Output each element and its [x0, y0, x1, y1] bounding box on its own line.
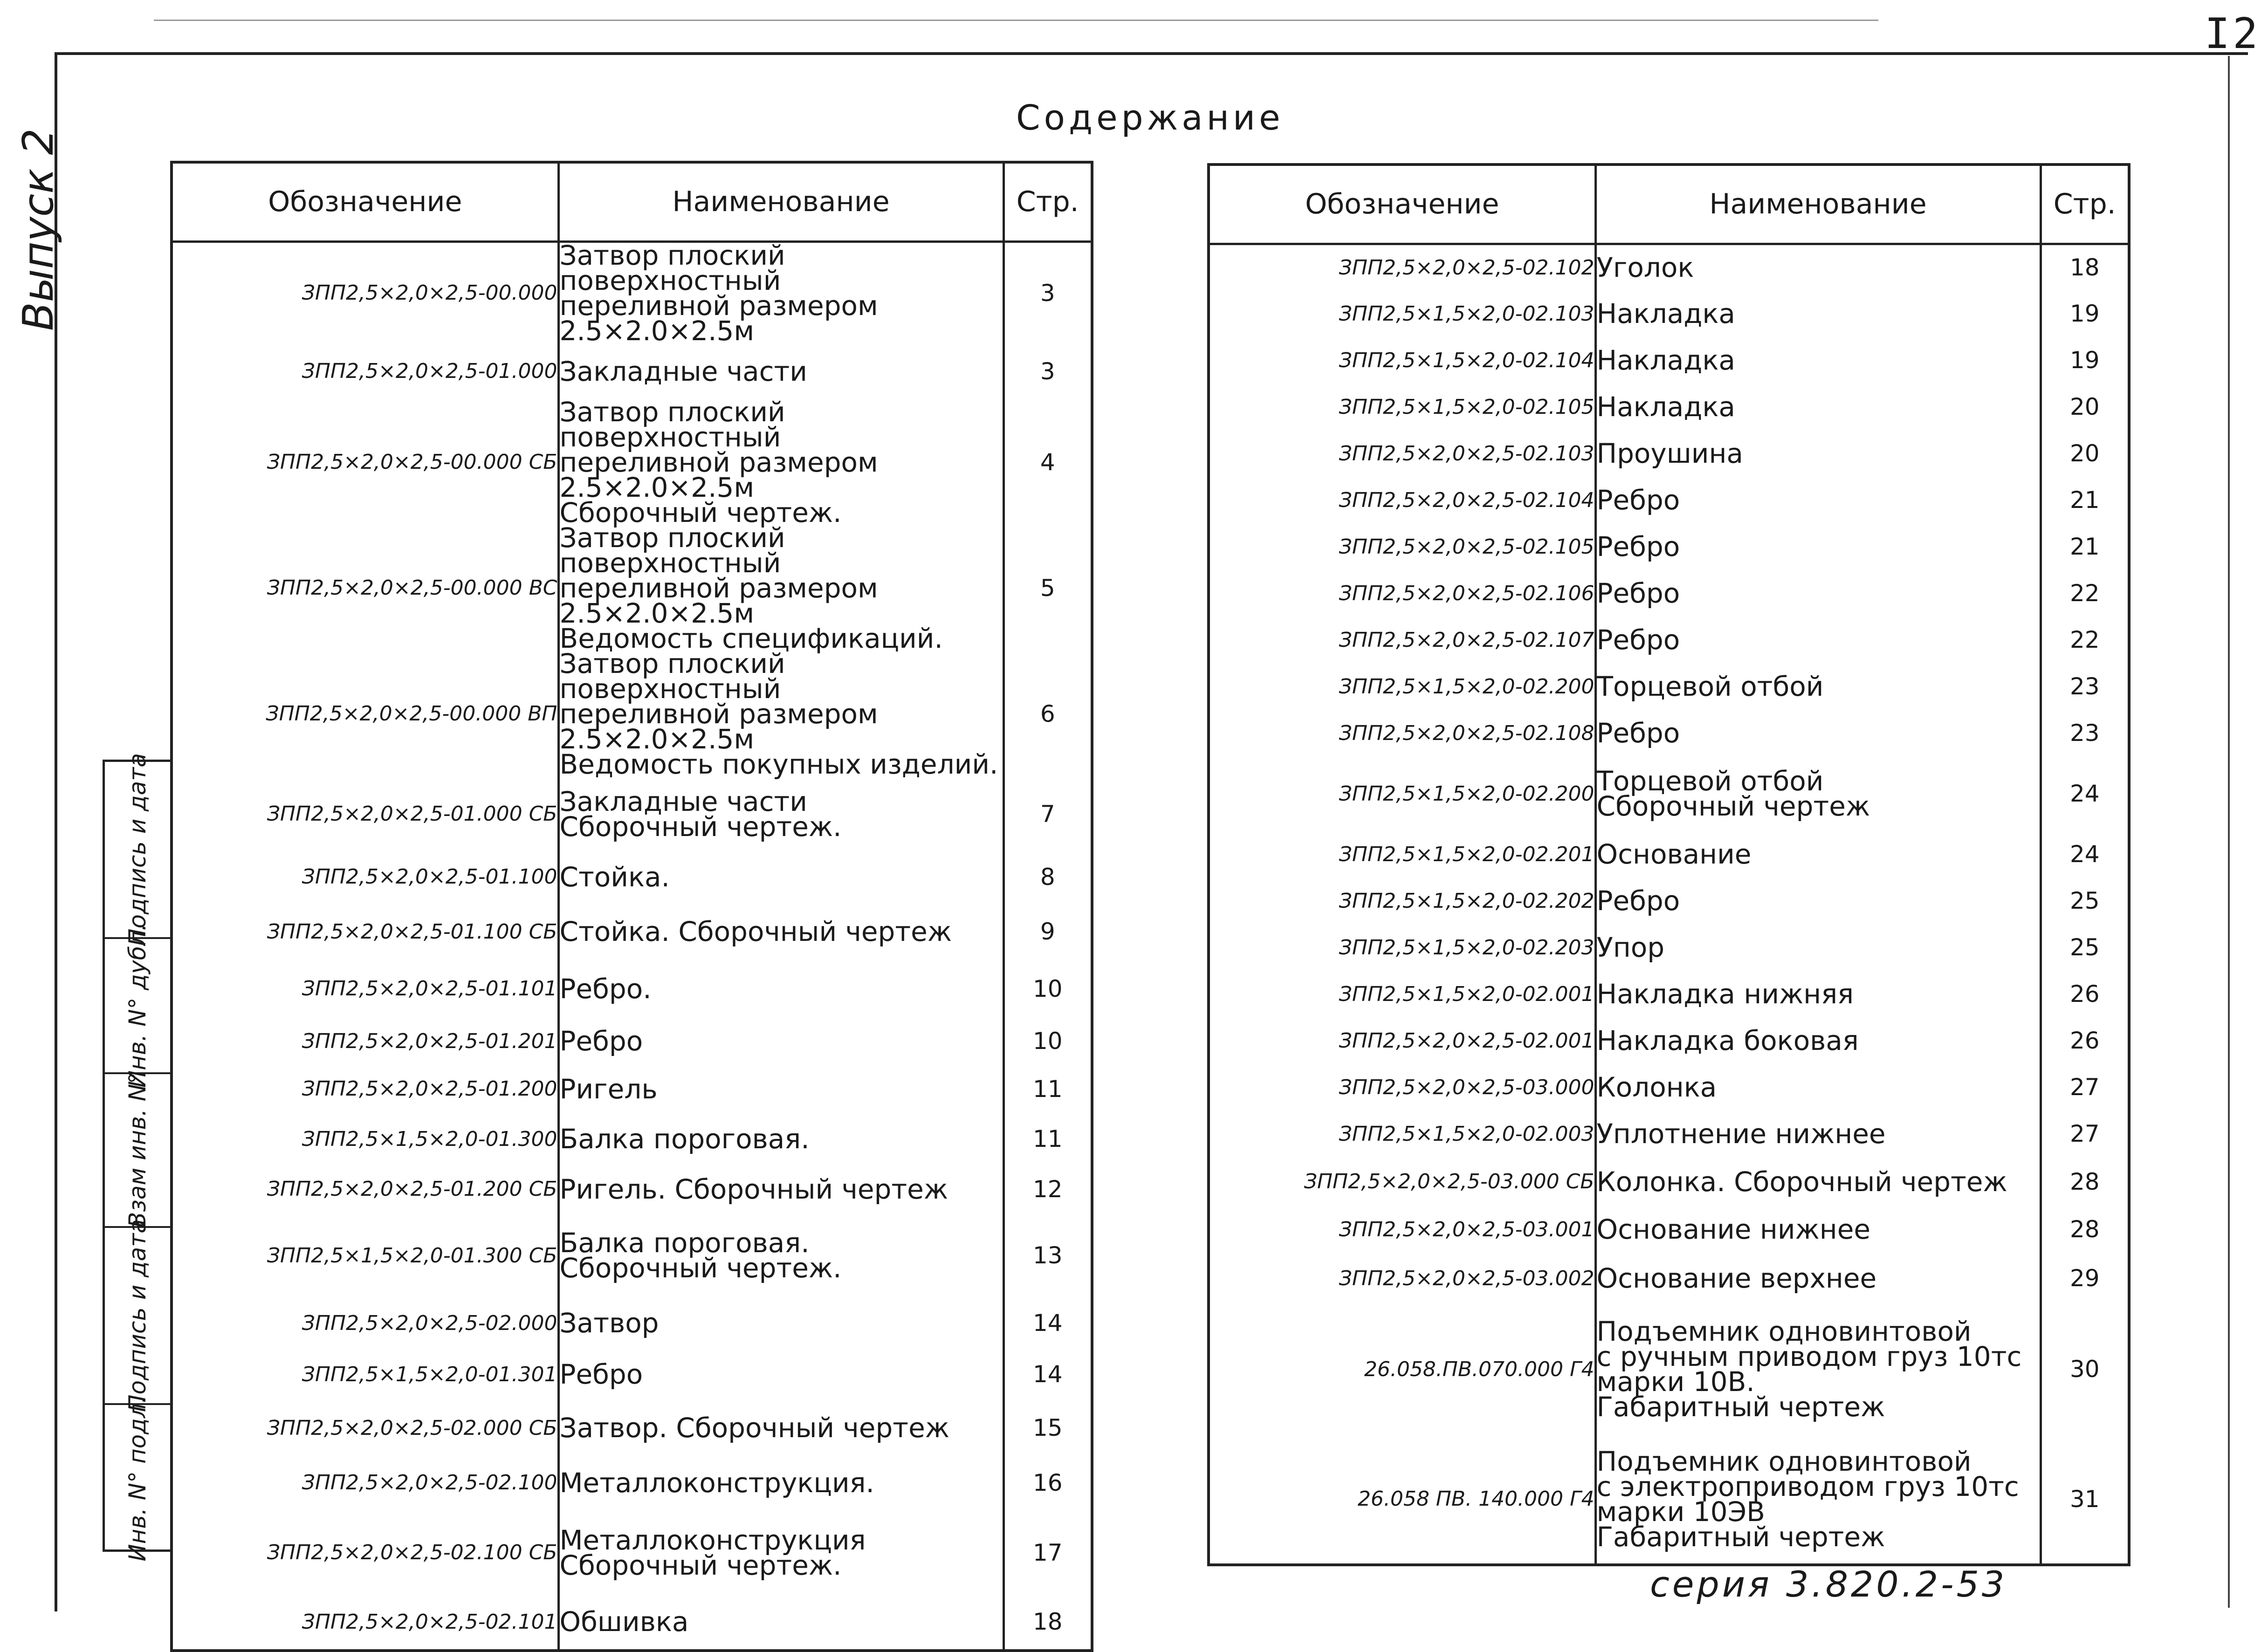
name-cell: Закладные части: [558, 343, 1003, 399]
name-cell: Накладка: [1595, 384, 2041, 430]
page-cell: 12: [1003, 1166, 1092, 1213]
table-row: [1209, 617, 2129, 663]
designation-cell: ЗПП2,5×1,5×2,0-02.203: [1209, 924, 1595, 971]
designation-cell: 26.058.ПВ.070.000 Г4: [1209, 1304, 1595, 1434]
name-cell: Накладка нижняя: [1595, 971, 2041, 1017]
stamp-cell: [105, 1074, 170, 1228]
designation-cell: ЗПП2,5×2,0×2,5-03.000 СБ: [1209, 1157, 1595, 1206]
page-cell: 28: [2041, 1157, 2129, 1206]
name-cell: Стойка.: [558, 851, 1003, 903]
designation-cell: ЗПП2,5×2,0×2,5-01.200: [172, 1066, 558, 1112]
header-designation: Обозначение: [172, 162, 558, 241]
designation-cell: ЗПП2,5×2,0×2,5-00.000 ВС: [172, 525, 558, 651]
page-cell: 25: [2041, 924, 2129, 971]
table-row: [1209, 877, 2129, 924]
header-name: Наименование: [558, 162, 1003, 241]
table-row: [172, 399, 1092, 525]
contents-body-right: [1209, 244, 2129, 1565]
table-row: [172, 1348, 1092, 1401]
page-cell: 18: [2041, 244, 2129, 290]
page-cell: 11: [1003, 1112, 1092, 1166]
table-row: [172, 343, 1092, 399]
name-cell: Торцевой отбой Сборочный чертеж: [1595, 756, 2041, 831]
table-row: [172, 525, 1092, 651]
name-cell: Ребро: [558, 1017, 1003, 1066]
name-cell: Уплотнение нижнее: [1595, 1110, 2041, 1157]
page-cell: 24: [2041, 831, 2129, 877]
designation-cell: ЗПП2,5×2,0×2,5-03.000: [1209, 1064, 1595, 1110]
page-cell: 27: [2041, 1110, 2129, 1157]
page-cell: 7: [1003, 777, 1092, 851]
name-cell: Ребро: [1595, 617, 2041, 663]
name-cell: Основание верхнее: [1595, 1253, 2041, 1304]
volume-label: Выпуск 2: [14, 128, 63, 331]
page-cell: 13: [1003, 1213, 1092, 1299]
designation-cell: ЗПП2,5×2,0×2,5-02.106: [1209, 570, 1595, 617]
designation-cell: ЗПП2,5×1,5×2,0-02.104: [1209, 337, 1595, 384]
table-row: [172, 651, 1092, 777]
designation-cell: ЗПП2,5×1,5×2,0-02.105: [1209, 384, 1595, 430]
table-row: [1209, 756, 2129, 831]
table-row: [1209, 523, 2129, 570]
page-cell: 28: [2041, 1206, 2129, 1253]
designation-cell: ЗПП2,5×2,0×2,5-02.000: [172, 1299, 558, 1348]
name-cell: Ребро.: [558, 961, 1003, 1017]
contents-table-right: [1207, 163, 2130, 1566]
page-cell: 14: [1003, 1299, 1092, 1348]
page-cell: 31: [2041, 1434, 2129, 1565]
page-cell: 14: [1003, 1348, 1092, 1401]
designation-cell: ЗПП2,5×2,0×2,5-02.104: [1209, 477, 1595, 523]
designation-cell: ЗПП2,5×2,0×2,5-01.100: [172, 851, 558, 903]
table-row: [1209, 1206, 2129, 1253]
designation-cell: ЗПП2,5×2,0×2,5-02.107: [1209, 617, 1595, 663]
stamp-label: Подпись и дата: [124, 1219, 151, 1412]
table-row: [1209, 477, 2129, 523]
name-cell: Проушина: [1595, 430, 2041, 477]
name-cell: Колонка. Сборочный чертеж: [1595, 1157, 2041, 1206]
designation-cell: ЗПП2,5×2,0×2,5-00.000: [172, 241, 558, 343]
designation-cell: ЗПП2,5×1,5×2,0-02.201: [1209, 831, 1595, 877]
page-cell: 30: [2041, 1304, 2129, 1434]
table-row: [1209, 710, 2129, 756]
name-cell: Основание нижнее: [1595, 1206, 2041, 1253]
page-cell: 5: [1003, 525, 1092, 651]
table-row: [1209, 663, 2129, 710]
designation-cell: ЗПП2,5×2,0×2,5-01.200 СБ: [172, 1166, 558, 1213]
name-cell: Затвор плоский поверхностный переливной размером 2.5×2.0×2.5м Сборочный чертеж.: [558, 399, 1003, 525]
table-row: [1209, 1110, 2129, 1157]
page-cell: 10: [1003, 961, 1092, 1017]
designation-cell: ЗПП2,5×2,0×2,5-03.001: [1209, 1206, 1595, 1253]
name-cell: Затвор плоский поверхностный переливной размером 2.5×2.0×2.5м Ведомость спецификаций.: [558, 525, 1003, 651]
name-cell: Колонка: [1595, 1064, 2041, 1110]
table-row: [1209, 244, 2129, 290]
page-cell: 24: [2041, 756, 2129, 831]
header-name: Наименование: [1595, 165, 2041, 244]
name-cell: Основание: [1595, 831, 2041, 877]
name-cell: Упор: [1595, 924, 2041, 971]
page-cell: 16: [1003, 1455, 1092, 1511]
page-cell: 10: [1003, 1017, 1092, 1066]
page-cell: 26: [2041, 971, 2129, 1017]
name-cell: Балка пороговая. Сборочный чертеж.: [558, 1213, 1003, 1299]
page-cell: 9: [1003, 903, 1092, 961]
name-cell: Металлоконструкция.: [558, 1455, 1003, 1511]
page-cell: 20: [2041, 384, 2129, 430]
designation-cell: ЗПП2,5×2,0×2,5-01.100 СБ: [172, 903, 558, 961]
page-cell: 21: [2041, 523, 2129, 570]
name-cell: Ребро: [1595, 523, 2041, 570]
name-cell: Ребро: [1595, 877, 2041, 924]
page-cell: 15: [1003, 1401, 1092, 1455]
table-row: [172, 1166, 1092, 1213]
name-cell: Закладные части Сборочный чертеж.: [558, 777, 1003, 851]
name-cell: Ригель. Сборочный чертеж: [558, 1166, 1003, 1213]
name-cell: Ребро: [1595, 570, 2041, 617]
stamp-cell: [105, 1219, 170, 1412]
page-title: Содержание: [1016, 98, 1284, 138]
name-cell: Накладка: [1595, 290, 2041, 337]
table-row: [1209, 971, 2129, 1017]
designation-cell: ЗПП2,5×2,0×2,5-02.101: [172, 1595, 558, 1651]
designation-cell: ЗПП2,5×1,5×2,0-01.301: [172, 1348, 558, 1401]
table-row: [1209, 1304, 2129, 1434]
page-cell: 19: [2041, 337, 2129, 384]
header-page: Стр.: [1003, 162, 1092, 241]
page-cell: 4: [1003, 399, 1092, 525]
designation-cell: ЗПП2,5×2,0×2,5-02.001: [1209, 1017, 1595, 1064]
page-cell: 29: [2041, 1253, 2129, 1304]
designation-cell: ЗПП2,5×1,5×2,0-02.103: [1209, 290, 1595, 337]
corner-mark: I2: [2205, 9, 2261, 58]
name-cell: Подъемник одновинтовой с электроприводом груз 10тс марки 10ЭВ Габаритный чертеж: [1595, 1434, 2041, 1565]
designation-cell: 26.058 ПВ. 140.000 Г4: [1209, 1434, 1595, 1565]
designation-cell: ЗПП2,5×2,0×2,5-02.105: [1209, 523, 1595, 570]
page-cell: 11: [1003, 1066, 1092, 1112]
page-cell: 18: [1003, 1595, 1092, 1651]
contents-body-left: [172, 241, 1092, 1651]
name-cell: Ригель: [558, 1066, 1003, 1112]
name-cell: Обшивка: [558, 1595, 1003, 1651]
designation-cell: ЗПП2,5×1,5×2,0-01.300 СБ: [172, 1213, 558, 1299]
name-cell: Накладка боковая: [1595, 1017, 2041, 1064]
table-row: [172, 1017, 1092, 1066]
designation-cell: ЗПП2,5×2,0×2,5-02.108: [1209, 710, 1595, 756]
table-row: [1209, 1064, 2129, 1110]
name-cell: Затвор плоский поверхностный переливной размером 2.5×2.0×2.5м Ведомость покупных изделий.: [558, 651, 1003, 777]
table-row: [172, 1455, 1092, 1511]
page-cell: 19: [2041, 290, 2129, 337]
table-row: [172, 1401, 1092, 1455]
table-row: [1209, 924, 2129, 971]
table-row: [1209, 384, 2129, 430]
designation-cell: ЗПП2,5×2,0×2,5-02.103: [1209, 430, 1595, 477]
name-cell: Подъемник одновинтовой с ручным приводом груз 10тс марки 10В. Габаритный чертеж: [1595, 1304, 2041, 1434]
table-row: [172, 1112, 1092, 1166]
table-row: [1209, 1253, 2129, 1304]
name-cell: Уголок: [1595, 244, 2041, 290]
table-row: [172, 903, 1092, 961]
table-row: [1209, 430, 2129, 477]
stamp-cell: [105, 923, 170, 1088]
stamp-label: Инв. N° дубл.: [124, 923, 151, 1088]
table-row: [1209, 337, 2129, 384]
page-cell: 22: [2041, 570, 2129, 617]
page-cell: 25: [2041, 877, 2129, 924]
table-row: [172, 1299, 1092, 1348]
name-cell: Затвор. Сборочный чертеж: [558, 1401, 1003, 1455]
designation-cell: ЗПП2,5×2,0×2,5-00.000 СБ: [172, 399, 558, 525]
header-designation: Обозначение: [1209, 165, 1595, 244]
page-cell: 3: [1003, 343, 1092, 399]
name-cell: Ребро: [1595, 477, 2041, 523]
designation-cell: ЗПП2,5×2,0×2,5-01.101: [172, 961, 558, 1017]
designation-cell: ЗПП2,5×2,0×2,5-02.100 СБ: [172, 1511, 558, 1595]
page-cell: 26: [2041, 1017, 2129, 1064]
stamp-cell: [105, 1395, 170, 1562]
table-row: [172, 851, 1092, 903]
table-row: [172, 961, 1092, 1017]
header-page: Стр.: [2041, 165, 2129, 244]
table-row: [1209, 831, 2129, 877]
designation-cell: ЗПП2,5×2,0×2,5-02.000 СБ: [172, 1401, 558, 1455]
table-row: [172, 241, 1092, 343]
designation-cell: ЗПП2,5×2,0×2,5-03.002: [1209, 1253, 1595, 1304]
designation-cell: ЗПП2,5×1,5×2,0-02.200: [1209, 756, 1595, 831]
designation-cell: ЗПП2,5×2,0×2,5-00.000 ВП: [172, 651, 558, 777]
name-cell: Ребро: [1595, 710, 2041, 756]
table-row: [1209, 1434, 2129, 1565]
series-number: серия 3.820.2-53: [1650, 1563, 2007, 1605]
designation-cell: ЗПП2,5×1,5×2,0-01.300: [172, 1112, 558, 1166]
page-cell: 23: [2041, 663, 2129, 710]
designation-cell: ЗПП2,5×2,0×2,5-02.100: [172, 1455, 558, 1511]
contents-table-left: [170, 161, 1093, 1652]
name-cell: Торцевой отбой: [1595, 663, 2041, 710]
page-cell: 21: [2041, 477, 2129, 523]
top-border-line: [154, 20, 1878, 21]
page-cell: 17: [1003, 1511, 1092, 1595]
table-row: [1209, 290, 2129, 337]
stamp-label: Взам инв. N°: [124, 1072, 151, 1228]
table-row: [172, 777, 1092, 851]
stamp-label: Инв. N° подл.: [124, 1395, 151, 1562]
name-cell: Стойка. Сборочный чертеж: [558, 903, 1003, 961]
designation-cell: ЗПП2,5×2,0×2,5-02.102: [1209, 244, 1595, 290]
side-stamp: [103, 753, 170, 1562]
table-row: [172, 1213, 1092, 1299]
name-cell: Ребро: [558, 1348, 1003, 1401]
table-row: [1209, 1017, 2129, 1064]
table-row: [172, 1511, 1092, 1595]
stamp-label: Подпись и дата: [124, 753, 151, 946]
name-cell: Затвор: [558, 1299, 1003, 1348]
table-row: [1209, 1157, 2129, 1206]
page-cell: 23: [2041, 710, 2129, 756]
table-row: [1209, 570, 2129, 617]
stamp-cell: [105, 753, 170, 946]
page-cell: 22: [2041, 617, 2129, 663]
designation-cell: ЗПП2,5×2,0×2,5-01.201: [172, 1017, 558, 1066]
name-cell: Затвор плоский поверхностный переливной размером 2.5×2.0×2.5м: [558, 241, 1003, 343]
designation-cell: ЗПП2,5×2,0×2,5-01.000 СБ: [172, 777, 558, 851]
designation-cell: ЗПП2,5×1,5×2,0-02.200: [1209, 663, 1595, 710]
page-cell: 3: [1003, 241, 1092, 343]
name-cell: Металлоконструкция Сборочный чертеж.: [558, 1511, 1003, 1595]
table-row: [172, 1066, 1092, 1112]
designation-cell: ЗПП2,5×1,5×2,0-02.202: [1209, 877, 1595, 924]
page-cell: 8: [1003, 851, 1092, 903]
designation-cell: ЗПП2,5×1,5×2,0-02.003: [1209, 1110, 1595, 1157]
right-border-line: [2228, 56, 2230, 1608]
name-cell: Накладка: [1595, 337, 2041, 384]
table-row: [172, 1595, 1092, 1651]
designation-cell: ЗПП2,5×2,0×2,5-01.000: [172, 343, 558, 399]
designation-cell: ЗПП2,5×1,5×2,0-02.001: [1209, 971, 1595, 1017]
page-cell: 27: [2041, 1064, 2129, 1110]
page-cell: 20: [2041, 430, 2129, 477]
page-cell: 6: [1003, 651, 1092, 777]
name-cell: Балка пороговая.: [558, 1112, 1003, 1166]
